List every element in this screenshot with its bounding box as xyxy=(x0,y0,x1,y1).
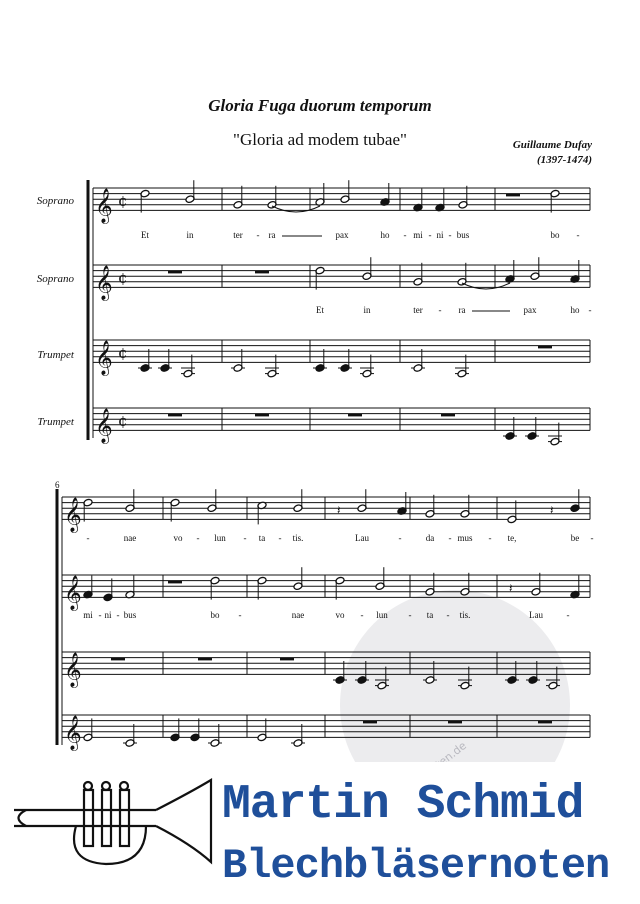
measure-number: 6 xyxy=(55,480,60,490)
lyric-syllable: ho xyxy=(570,305,580,315)
lyric-syllable: be xyxy=(570,533,580,543)
lyric-syllable: nae xyxy=(291,610,305,620)
lyric-syllable: te, xyxy=(507,533,517,543)
lyric-syllable: ta xyxy=(426,610,434,620)
lyric-syllable: - xyxy=(360,610,364,620)
quarter-rest-icon: 𝄽 xyxy=(337,502,341,517)
treble-clef-icon: 𝄞 xyxy=(64,497,82,533)
lyric-syllable: - xyxy=(576,230,580,240)
lyric-syllable: in xyxy=(363,305,371,315)
lyric-syllable: - xyxy=(403,230,407,240)
lyric-syllable: in xyxy=(186,230,194,240)
lyric-syllable: pax xyxy=(523,305,537,315)
lyric-syllable: ra xyxy=(458,305,466,315)
cut-time-icon: ¢ xyxy=(118,268,128,287)
lyric-syllable: - xyxy=(256,230,260,240)
lyric-syllable: - xyxy=(438,305,442,315)
lyric-syllable: da xyxy=(425,533,435,543)
treble-clef-icon: 𝄞 xyxy=(95,408,113,444)
lyric-syllable: - xyxy=(408,610,412,620)
rest-icon xyxy=(448,721,462,724)
lyric-syllable: - xyxy=(398,533,402,543)
part-label-soprano-2: Soprano xyxy=(36,273,74,285)
lyric-syllable: - xyxy=(116,610,120,620)
tie xyxy=(272,206,320,212)
lyric-syllable: - xyxy=(278,533,282,543)
lyric-syllable: bo xyxy=(210,610,220,620)
piece-subtitle: "Gloria ad modem tubae" xyxy=(233,130,407,149)
rest-icon xyxy=(506,194,520,197)
lyric-syllable: - xyxy=(588,305,592,315)
cut-time-icon: ¢ xyxy=(118,191,128,210)
rest-icon xyxy=(168,271,182,274)
trumpet-illustration xyxy=(6,772,216,882)
lyric-syllable: vo xyxy=(335,610,345,620)
publisher-name: Martin Schmid xyxy=(222,778,584,832)
rest-icon xyxy=(280,658,294,661)
lyric-syllable: - xyxy=(446,610,450,620)
lyric-syllable: - xyxy=(243,533,247,543)
lyric-syllable: Lau xyxy=(355,533,369,543)
lyric-syllable: - xyxy=(86,533,90,543)
lyric-syllable: - xyxy=(196,533,200,543)
part-label-trumpet-1: Trumpet xyxy=(37,349,74,361)
lyric-syllable: bo xyxy=(550,230,560,240)
lyric-syllable: bus xyxy=(123,610,137,620)
lyric-syllable: ho xyxy=(380,230,390,240)
lyric-syllable: - xyxy=(590,533,594,543)
lyric-syllable: Et xyxy=(141,230,149,240)
lyric-syllable: - xyxy=(566,610,570,620)
lyric-syllable: tis. xyxy=(292,533,304,543)
lyric-syllable: ter xyxy=(233,230,243,240)
treble-clef-icon: 𝄞 xyxy=(95,188,113,224)
lyric-syllable: ter xyxy=(413,305,423,315)
quarter-rest-icon: 𝄽 xyxy=(509,580,513,595)
part-label-trumpet-2: Trumpet xyxy=(37,416,74,428)
lyric-syllable: ni xyxy=(104,610,112,620)
lyric-syllable: mi xyxy=(83,610,93,620)
cut-time-icon: ¢ xyxy=(118,343,128,362)
rest-icon xyxy=(538,346,552,349)
composer-name: Guillaume Dufay xyxy=(512,139,592,151)
rest-icon xyxy=(363,721,377,724)
lyric-syllable: bus xyxy=(456,230,470,240)
rest-icon xyxy=(168,581,182,584)
rest-icon xyxy=(255,271,269,274)
lyric-syllable: mus xyxy=(457,533,473,543)
tie xyxy=(462,283,510,289)
rest-icon xyxy=(255,414,269,417)
lyric-syllable: ta xyxy=(258,533,266,543)
lyric-syllable: lun xyxy=(214,533,226,543)
lyric-syllable: - xyxy=(448,533,452,543)
publisher-subtitle: Blechbläsernoten xyxy=(222,842,610,890)
rest-icon xyxy=(538,721,552,724)
lyric-syllable: - xyxy=(428,230,432,240)
treble-clef-icon: 𝄞 xyxy=(95,265,113,301)
lyric-syllable: Lau xyxy=(529,610,543,620)
lyric-syllable: Et xyxy=(316,305,324,315)
rest-icon xyxy=(441,414,455,417)
composer-dates: (1397-1474) xyxy=(537,154,592,166)
lyric-syllable: tis. xyxy=(459,610,471,620)
lyric-syllable: mi xyxy=(413,230,423,240)
rest-icon xyxy=(348,414,362,417)
lyric-syllable: - xyxy=(98,610,102,620)
cut-time-icon: ¢ xyxy=(118,411,128,430)
lyric-syllable: ra xyxy=(268,230,276,240)
treble-clef-icon: 𝄞 xyxy=(64,575,82,611)
treble-clef-icon: 𝄞 xyxy=(64,715,82,751)
lyric-syllable: - xyxy=(448,230,452,240)
lyric-syllable: ni xyxy=(436,230,444,240)
part-label-soprano-1: Soprano xyxy=(36,195,74,207)
rest-icon xyxy=(111,658,125,661)
lyric-syllable: vo xyxy=(173,533,183,543)
lyric-syllable: - xyxy=(488,533,492,543)
lyric-syllable: lun xyxy=(376,610,388,620)
treble-clef-icon: 𝄞 xyxy=(64,652,82,688)
rest-icon xyxy=(168,414,182,417)
lyric-syllable: - xyxy=(238,610,242,620)
quarter-rest-icon: 𝄽 xyxy=(550,502,554,517)
lyric-syllable: pax xyxy=(335,230,349,240)
piece-title: Gloria Fuga duorum temporum xyxy=(208,96,432,115)
rest-icon xyxy=(198,658,212,661)
treble-clef-icon: 𝄞 xyxy=(95,340,113,376)
lyric-syllable: nae xyxy=(123,533,137,543)
